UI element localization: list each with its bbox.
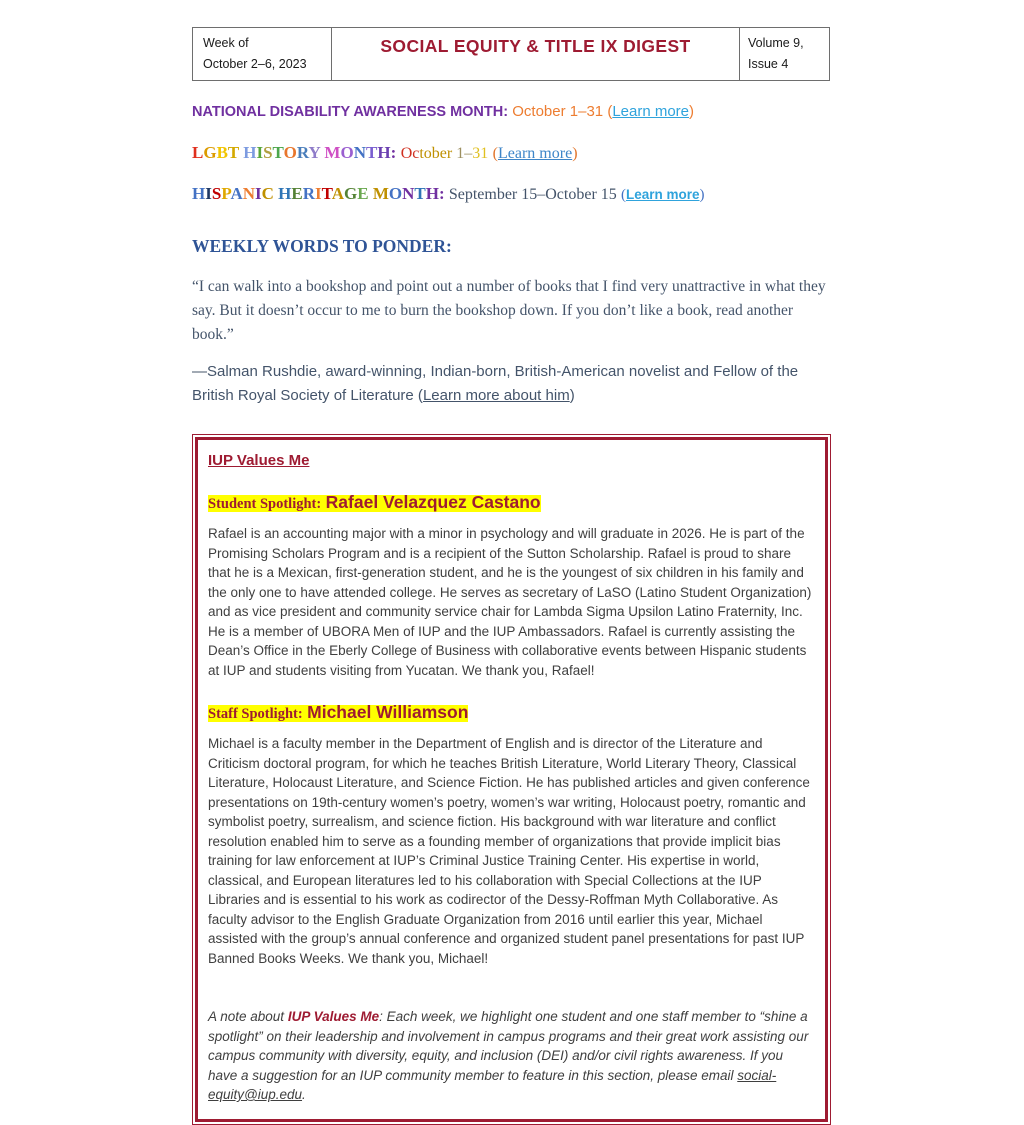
hispanic-month-dates: September 15–October 15	[448, 186, 617, 203]
disability-month-label: NATIONAL DISABILITY AWARENESS MONTH:	[192, 104, 509, 120]
staff-spotlight-bio: Michael is a faculty member in the Department of English and is director of the Literature and Criticism doctoral program, for which he teaches British Literature, World Literary Theory, Classical Literature, Holocaust Literature, and Science Fiction. He has published articles and given conference presentations on 19th-century women’s poetry, women’s war writing, Holocaust poetry, romantic and symbolist poetry, surrealism, and science fiction. His background with war literature and conflict resolution enabled him to serve as a founding member of organizations that provide implicit bias training for law enforcement at IUP’s Criminal Justice Training Center. His expertise in world, classical, and European literatures led to his collaboration with Special Collections at the IUP Libraries and is essential to his work as codirector of the Dessy-Roffman Myth Collaborative. As faculty advisor to the English Graduate Organization from 2016 until earlier this year, Michael assisted with the group’s annual conference and organized student panel presentations for past IUP Banned Books Weeks. We thank you, Michael!	[208, 736, 810, 966]
ponder-quote: “I can walk into a bookshop and point out a number of books that I find very unattractive in what they say. But it doesn’t occur to me to burn the bookshop down. If you don’t like a book, read another book.”	[192, 278, 826, 343]
masthead-week-of	[192, 27, 332, 81]
disability-month-dates: October 1–31	[512, 103, 604, 120]
week-of-line1: Week of	[203, 36, 249, 50]
learn-more-about-him-link[interactable]: Learn more about him	[422, 386, 570, 404]
attribution-close: )	[569, 386, 575, 404]
staff-spotlight-label: Staff Spotlight:	[208, 706, 303, 722]
values-box-note	[208, 1007, 815, 1105]
student-spotlight-bio: Rafael is an accounting major with a minor in psychology and will graduate in 2026. He is part of the Promising Scholars Program and is a recipient of the Sutton Scholarship. Rafael is proud to share that he is a Mexican, first-generation student, and he is the youngest of six children in his family and the only one to have attended college. He serves as secretary of LaSO (Latino Student Organization) and as vice president and community service chair for Lambda Sigma Upsilon Latino Fraternity, Inc. He is a member of UBORA Men of IUP and the IUP Ambassadors. Rafael is currently assisting the Dean’s Office in the Eberly College of Business with collaborative events between Hispanic students at IUP and students visiting from Yucatan. We thank you, Rafael!	[208, 526, 812, 678]
values-box-inner	[195, 437, 828, 1122]
week-of-line2: October 2–6, 2023	[203, 57, 307, 71]
ponder-attribution	[192, 360, 831, 407]
student-spotlight-label: Student Spotlight:	[208, 496, 322, 512]
attribution-text: —Salman Rushdie, award-winning, Indian-born, British-American novelist and Fellow of the British Royal Society of Literature (	[192, 363, 799, 404]
masthead-title-cell	[331, 27, 740, 81]
social-equity-email-link[interactable]: social-equity@iup.edu	[208, 1067, 777, 1102]
paren: (	[620, 187, 626, 203]
staff-spotlight-name: Michael Williamson	[307, 702, 469, 722]
lgbt-month-label: LGBT HISTORY MONTH:	[192, 143, 397, 162]
masthead-volume	[739, 27, 830, 81]
staff-spotlight-heading	[208, 702, 815, 723]
hispanic-learn-more-link[interactable]: Learn more	[625, 187, 700, 202]
volume-line1: Volume 9,	[748, 36, 804, 50]
values-box	[192, 434, 831, 1125]
month-line-disability	[192, 102, 831, 122]
masthead	[192, 27, 831, 81]
ponder-heading: WEEKLY WORDS TO PONDER:	[192, 236, 452, 256]
disability-learn-more-link[interactable]: Learn more	[612, 103, 690, 120]
hispanic-month-label: HISPANIC HERITAGE MONTH:	[192, 184, 445, 203]
note-suffix: .	[302, 1087, 306, 1102]
lgbt-month-dates: October 1–31	[400, 145, 489, 162]
note-title-emphasis: IUP Values Me	[287, 1009, 380, 1024]
lgbt-learn-more-link[interactable]: Learn more	[498, 145, 573, 162]
student-spotlight-heading	[208, 492, 815, 513]
values-box-title: IUP Values Me	[208, 452, 310, 469]
paren: (	[607, 103, 613, 120]
volume-line2: Issue 4	[748, 57, 789, 71]
month-line-lgbt	[192, 143, 831, 163]
paren: (	[492, 145, 498, 162]
note-body: : Each week, we highlight one student and one staff member to “shine a spotlight” on their leadership and involvement in campus programs and their great work assisting our campus community with diversity, equity, and inclusion (DEI) and/or civil rights awareness. If you have a suggestion for an IUP community member to feature in this section, please email	[208, 1009, 809, 1083]
note-prefix: A note about	[208, 1009, 288, 1024]
paren: )	[572, 145, 578, 162]
month-line-hispanic	[192, 184, 831, 205]
student-spotlight-name: Rafael Velazquez Castano	[325, 492, 541, 512]
paren: )	[699, 187, 705, 203]
paren: )	[689, 103, 695, 120]
newsletter-title: SOCIAL EQUITY & TITLE IX DIGEST	[380, 36, 691, 56]
